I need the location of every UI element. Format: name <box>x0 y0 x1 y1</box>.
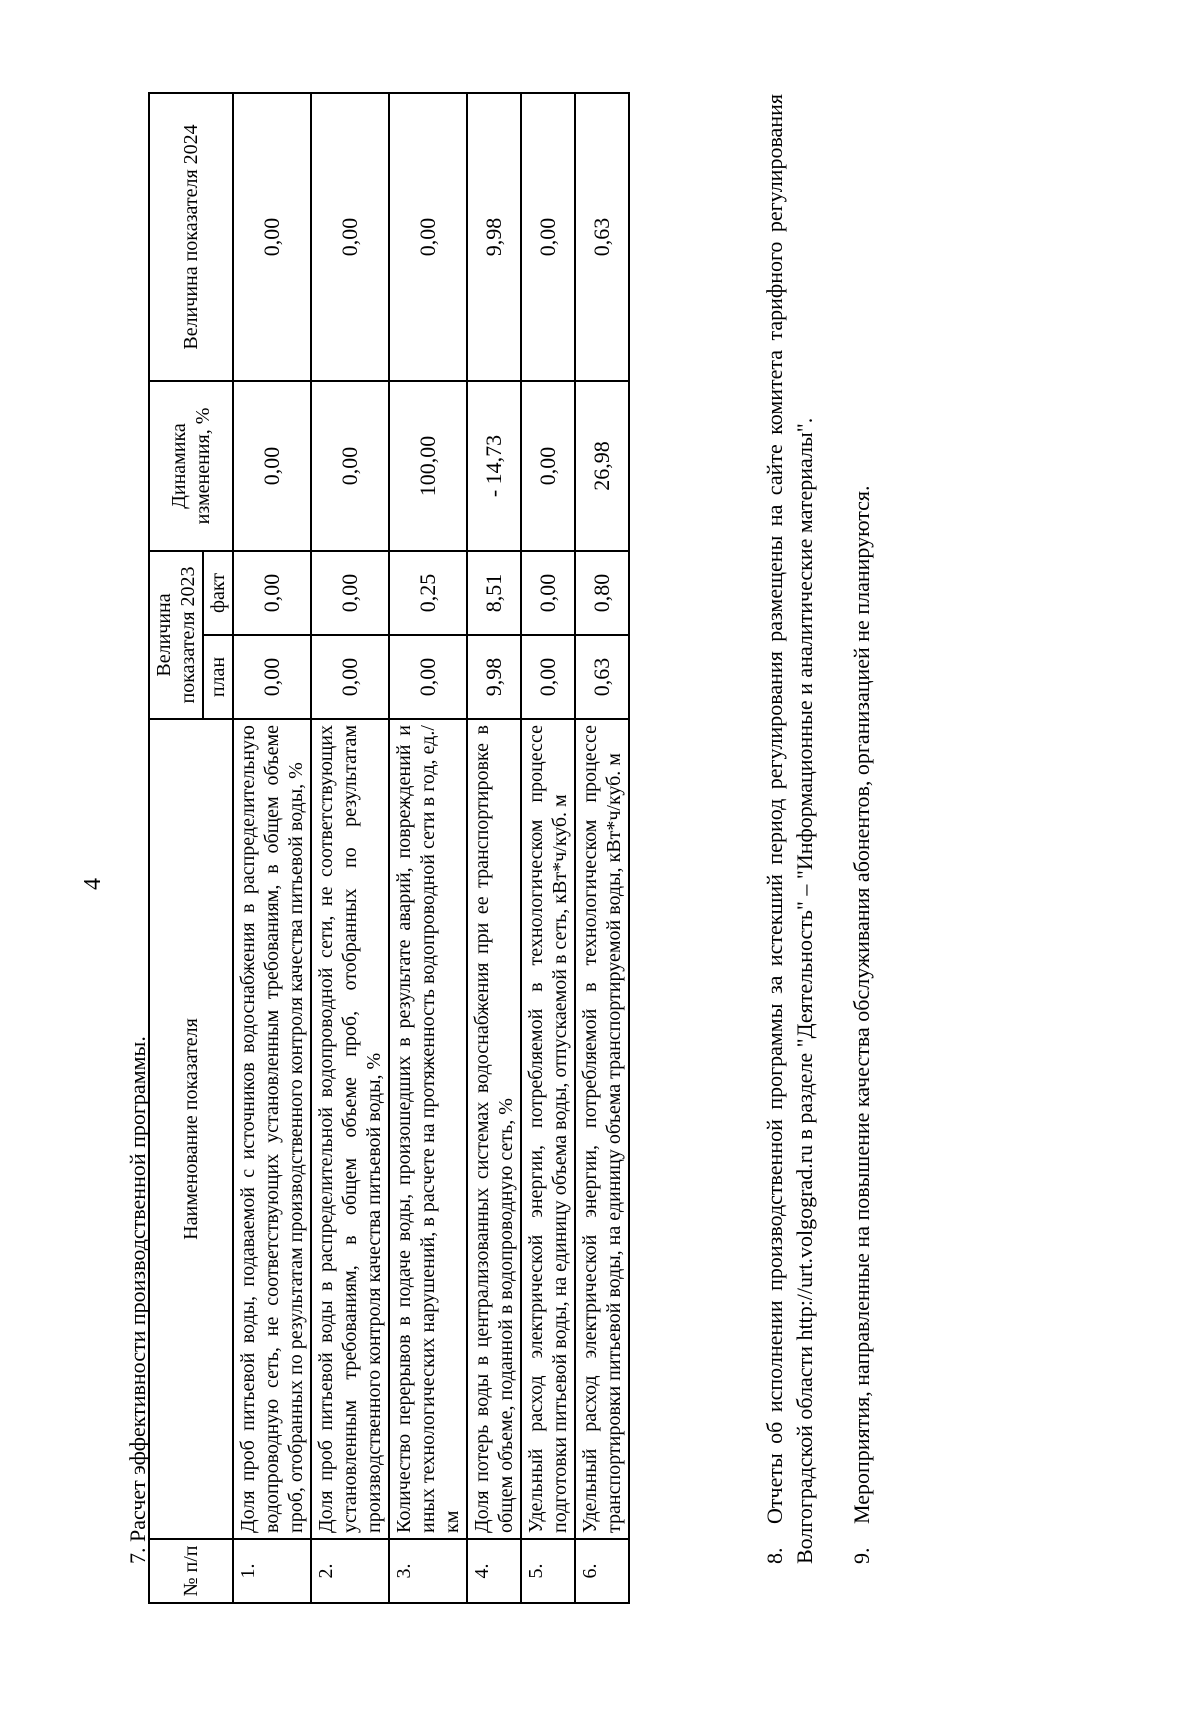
header-value-2023: Величина показателя 2023 <box>149 551 203 719</box>
row-fact: 0,00 <box>311 551 389 635</box>
row-value-2024: 0,00 <box>389 93 467 381</box>
section-title: 7. Расчет эффективности производственной программы. <box>125 1036 150 1564</box>
row-plan: 0,00 <box>521 635 575 719</box>
page-number: 4 <box>80 878 106 890</box>
row-plan: 0,00 <box>311 635 389 719</box>
row-name: Доля проб питьевой воды в распределительной водопроводной сети, не соответствующих установленным требованиям, в общем объеме проб, отобранных по результатам производственного контроля качества питьевой воды, % <box>311 719 389 1539</box>
header-plan: план <box>203 635 233 719</box>
row-fact: 0,00 <box>521 551 575 635</box>
header-dynamics: Динамика изменения, % <box>149 381 233 551</box>
efficiency-table-wrap <box>148 94 630 1604</box>
row-num: 6. <box>575 1539 629 1603</box>
row-num: 1. <box>233 1539 311 1603</box>
row-value-2024: 0,00 <box>311 93 389 381</box>
row-dynamics: - 14,73 <box>467 381 521 551</box>
row-num: 4. <box>467 1539 521 1603</box>
header-num: № п/п <box>149 1539 233 1603</box>
row-plan: 0,00 <box>233 635 311 719</box>
table-row <box>389 93 467 1603</box>
note-number: 9. <box>849 1547 875 1564</box>
note-item <box>847 94 877 1564</box>
table-row <box>521 93 575 1603</box>
row-value-2024: 0,63 <box>575 93 629 381</box>
header-name: Наименование показателя <box>149 719 233 1539</box>
table-row <box>233 93 311 1603</box>
row-plan: 9,98 <box>467 635 521 719</box>
row-value-2024: 0,00 <box>521 93 575 381</box>
row-fact: 0,80 <box>575 551 629 635</box>
row-name: Количество перерывов в подаче воды, произошедших в результате аварий, повреждений и иных технологических нарушений, в расчете на протяженность водопроводной сети в год, ед./км <box>389 719 467 1539</box>
note-text: Отчеты об исполнении производственной программы за истекший период регулирования размещены на сайте комитета тарифного регулирования Волгоградской области http://urt.volgograd.ru в разделе "Деятельность" – "Информационные и аналитические материалы". <box>762 94 817 1564</box>
row-num: 3. <box>389 1539 467 1603</box>
row-value-2024: 9,98 <box>467 93 521 381</box>
row-num: 5. <box>521 1539 575 1603</box>
table-header-row <box>149 93 203 1603</box>
note-number: 8. <box>762 1547 787 1564</box>
note-text: Мероприятия, направленные на повышение качества обслуживания абонентов, организацией не планируются. <box>849 485 875 1524</box>
row-plan: 0,00 <box>389 635 467 719</box>
row-fact: 8,51 <box>467 551 521 635</box>
row-dynamics: 0,00 <box>311 381 389 551</box>
row-value-2024: 0,00 <box>233 93 311 381</box>
notes <box>760 94 905 1564</box>
header-fact: факт <box>203 551 233 635</box>
row-fact: 0,25 <box>389 551 467 635</box>
row-dynamics: 0,00 <box>521 381 575 551</box>
row-fact: 0,00 <box>233 551 311 635</box>
row-plan: 0,63 <box>575 635 629 719</box>
row-dynamics: 100,00 <box>389 381 467 551</box>
row-name: Доля потерь воды в централизованных системах водоснабжения при ее транспортировке в общем объеме, поданной в водопроводную сеть, % <box>467 719 521 1539</box>
efficiency-table <box>148 92 630 1604</box>
table-row <box>575 93 629 1603</box>
row-name: Удельный расход электрической энергии, потребляемой в технологическом процессе транспортировки питьевой воды, на единицу объема транспортируемой воды, кВт*ч/куб. м <box>575 719 629 1539</box>
row-dynamics: 26,98 <box>575 381 629 551</box>
row-dynamics: 0,00 <box>233 381 311 551</box>
note-item <box>760 94 819 1564</box>
header-value-2024: Величина показателя 2024 <box>149 93 233 381</box>
table-row <box>467 93 521 1603</box>
row-name: Удельный расход электрической энергии, потребляемой в технологическом процессе подготовки питьевой воды, на единицу объема воды, отпускаемой в сеть, кВт*ч/куб. м <box>521 719 575 1539</box>
row-num: 2. <box>311 1539 389 1603</box>
row-name: Доля проб питьевой воды, подаваемой с источников водоснабжения в распределительную водопроводную сеть, не соответствующих установленным требованиям, в общем объеме проб, отобранных по результатам производственного контроля качества питьевой воды, % <box>233 719 311 1539</box>
table-row <box>311 93 389 1603</box>
